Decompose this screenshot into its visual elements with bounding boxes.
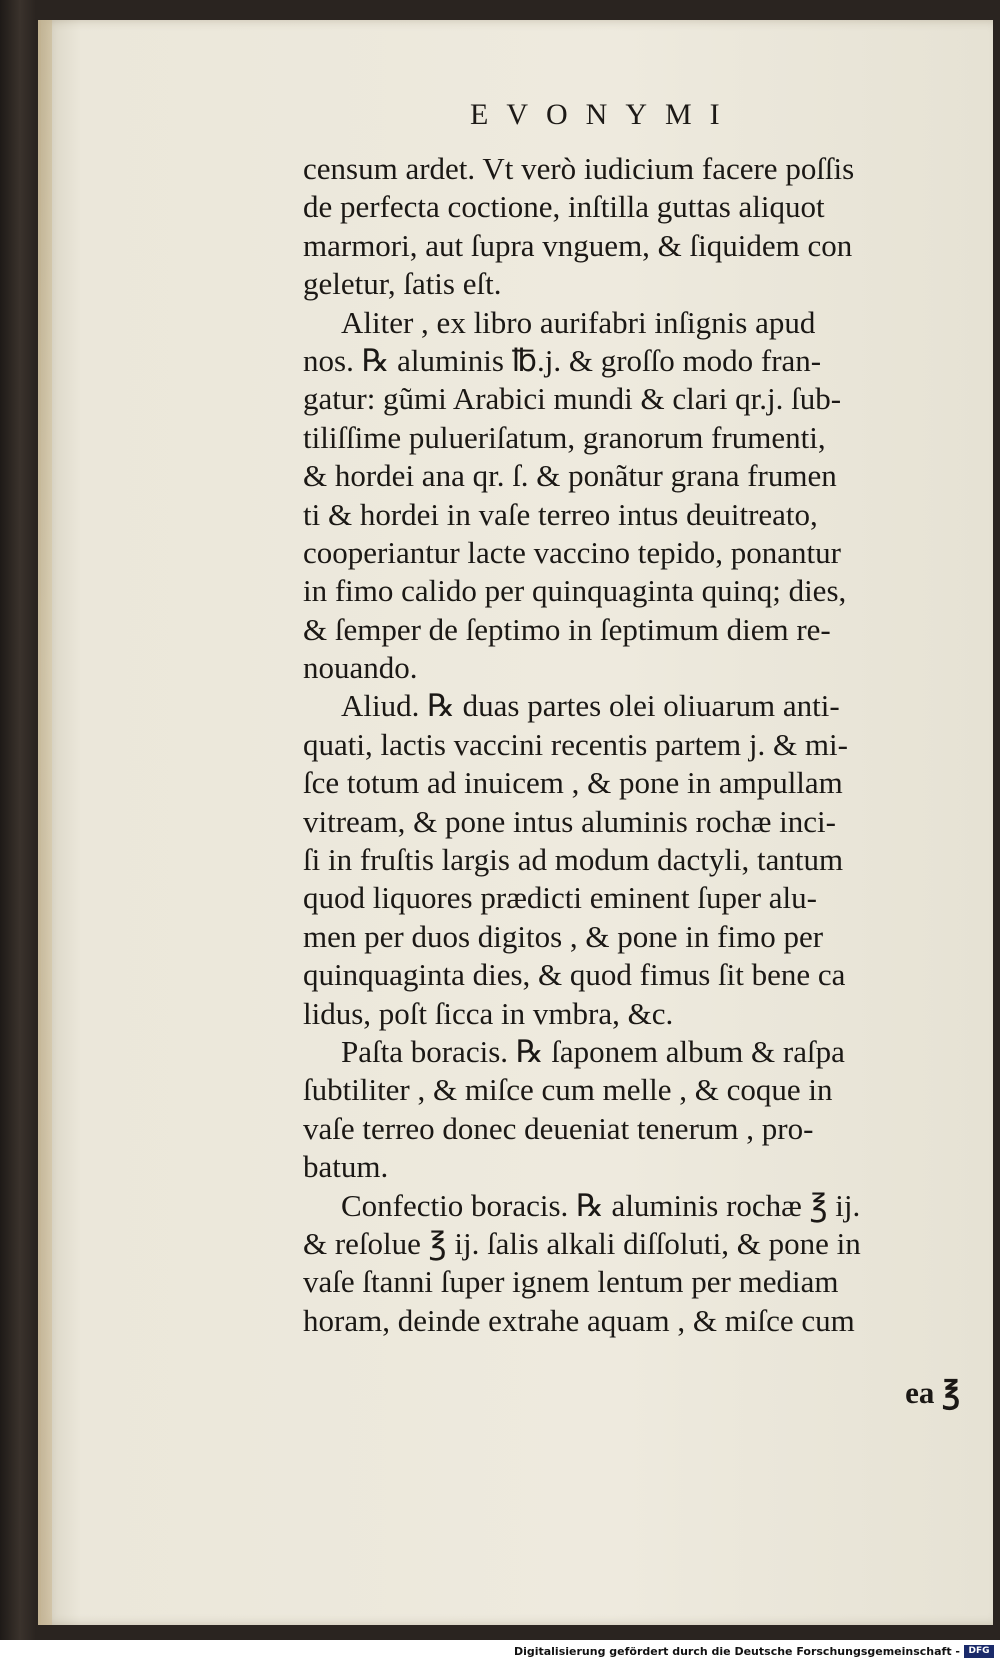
text-line: Confectio boracis. ℞ aluminis rochæ ℥ ij. [341,1187,861,1223]
text-line: horam, deinde extrahe aquam , & miſce cum [303,1302,855,1338]
text-line: vaſe ſtanni ſuper ignem lentum per mediam [303,1264,839,1300]
text-line: cooperiantur lacte vaccino tepido, ponantur [303,534,841,570]
text-line: Paſta boracis. ℞ ſaponem album & raſpa [341,1033,845,1069]
text-line: quati, lactis vaccini recentis partem j. & mi- [303,726,848,762]
footer-credit: Digitalisierung gefördert durch die Deutsche Forschungsgemeinschaft - [513,1645,960,1658]
text-line: vitream, & pone intus aluminis rochæ inci- [303,803,836,839]
dfg-logo: DFG [964,1645,994,1658]
text-line: ſce totum ad inuicem , & pone in ampullam [303,765,843,801]
text-line: batum. [303,1149,389,1185]
text-line: Aliud. ℞ duas partes olei oliuarum anti- [341,688,840,724]
text-line: geletur, ſatis eſt. [303,266,502,302]
text-line: in fimo calido per quinquaginta quinq; dies, [303,573,847,609]
catchword: ea ℥ [905,1375,960,1410]
body-text [303,150,965,1340]
text-line: & hordei ana qr. ſ. & ponãtur grana frumen [303,458,837,494]
running-head: EVONYMI [470,98,738,131]
text-line: marmori, aut ſupra vnguem, & ſiquidem con [303,227,853,263]
text-line: & ſemper de ſeptimo in ſeptimum diem re- [303,611,831,647]
text-line: ſi in fruſtis largis ad modum dactyli, tantum [303,842,844,878]
text-line: quinquaginta dies, & quod fimus ſit bene ca [303,957,846,993]
page-edge-stain [38,20,52,1625]
text-line: nouando. [303,650,418,686]
text-line: quod liquores prædicti eminent ſuper alu- [303,880,817,916]
text-line: men per duos digitos , & pone in fimo per [303,918,824,954]
text-line: gatur: gũmi Arabici mundi & clari qr.j. ſub- [303,381,842,417]
text-line: lidus, poſt ſicca in vmbra, &c. [303,995,674,1031]
text-line: ti & hordei in vaſe terreo intus deuitreato, [303,496,818,532]
text-line: & reſolue ℥ ij. ſalis alkali diſſoluti, & pone in [303,1225,861,1261]
text-line: tiliſſime pulueriſatum, granorum frumenti, [303,419,826,455]
text-line: vaſe terreo donec deueniat tenerum , pro- [303,1110,814,1146]
text-line: nos. ℞ aluminis ℔.j. & groſſo modo fran- [303,342,822,378]
text-line: censum ardet. Vt verò iudicium facere poſſis [303,151,855,186]
text-line: ſubtiliter , & miſce cum melle , & coque in [303,1072,833,1108]
text-line: de perfecta coctione, inſtilla guttas aliquot [303,189,825,225]
text-line: Aliter , ex libro aurifabri inſignis apud [341,304,816,340]
